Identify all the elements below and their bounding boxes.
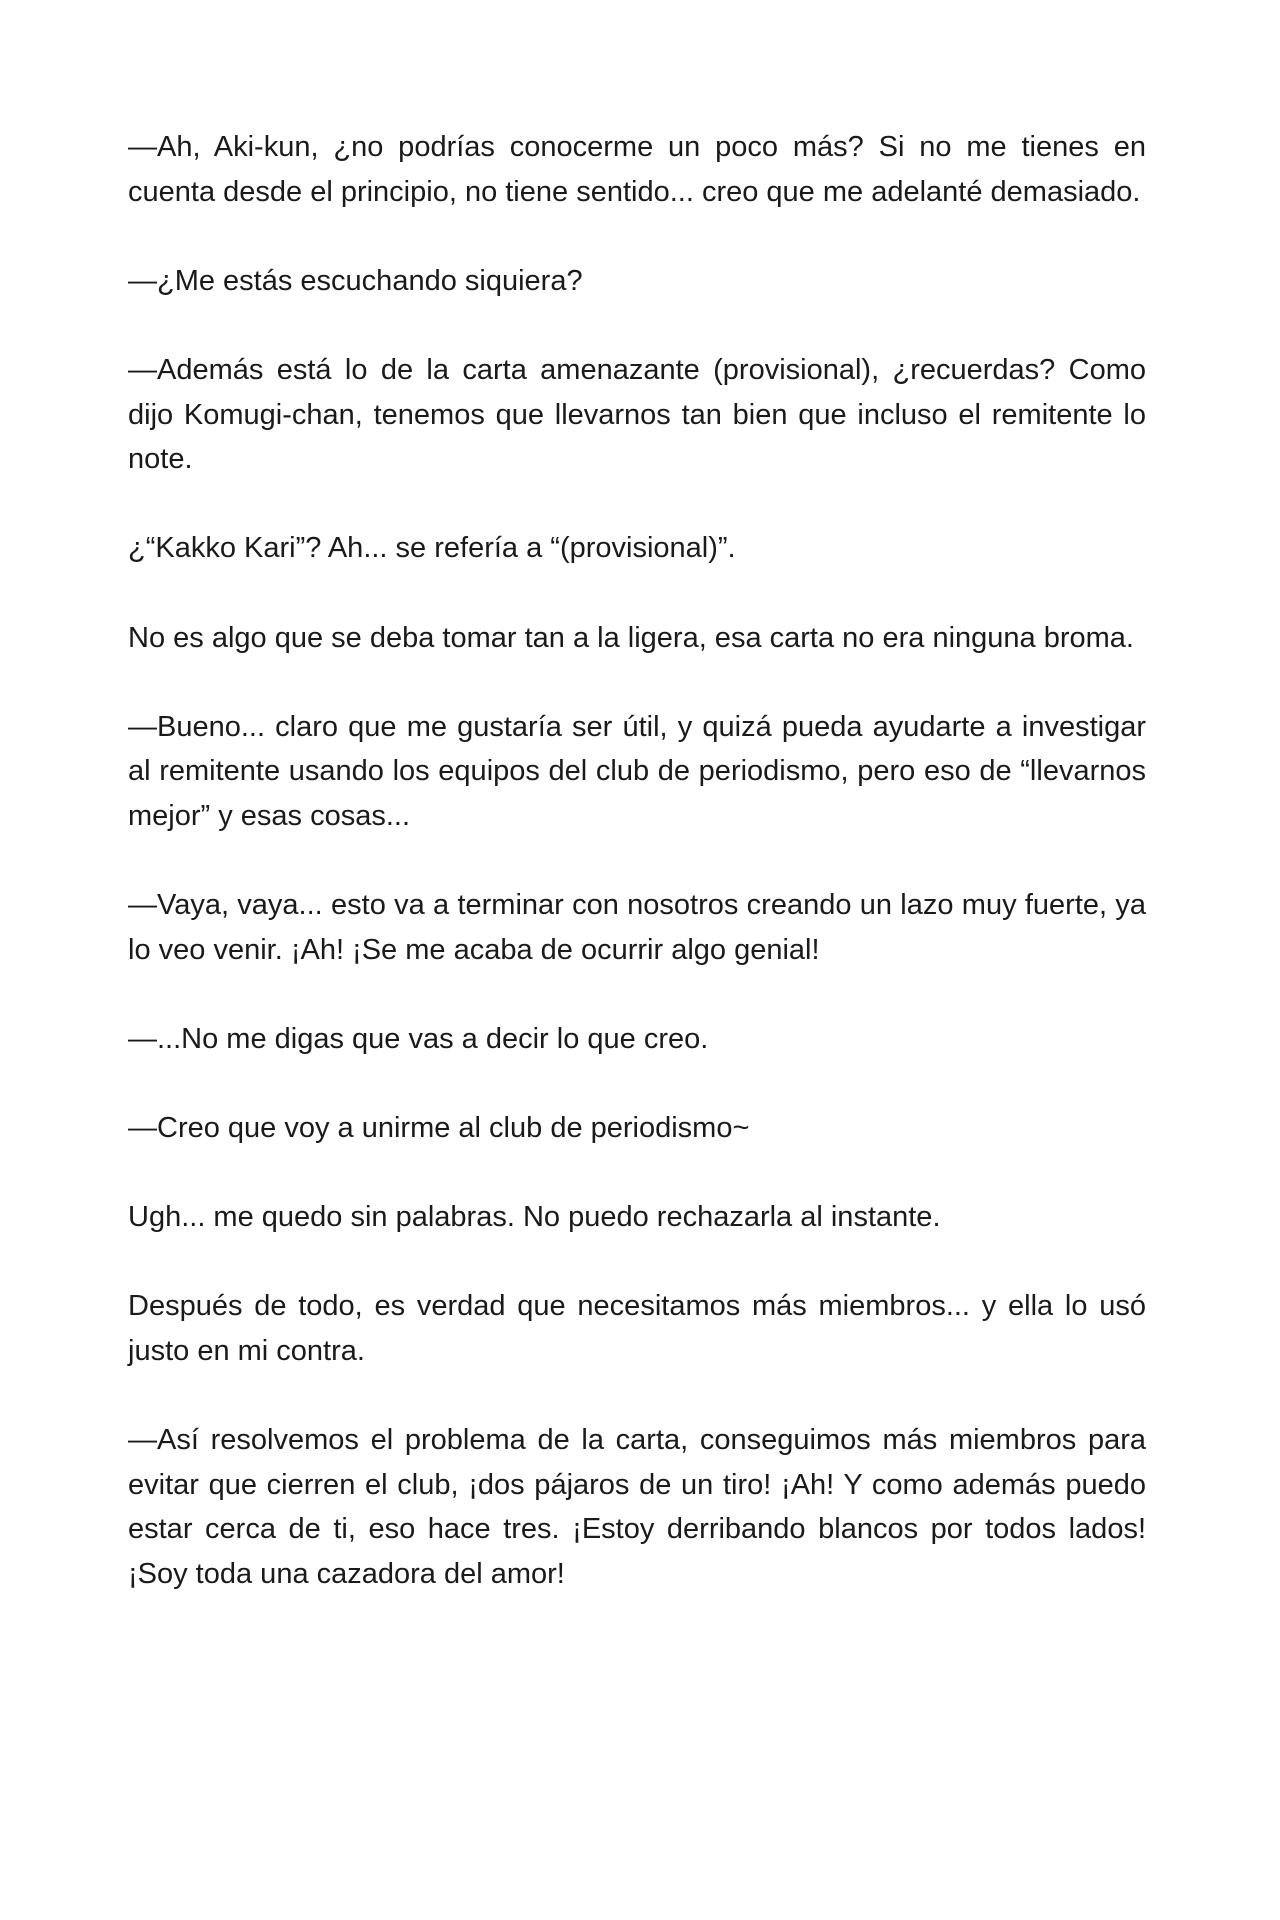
paragraph: No es algo que se deba tomar tan a la ligera, esa carta no era ninguna broma. bbox=[128, 621, 1134, 654]
paragraph: —Además está lo de la carta amenazante (provisional), ¿recuerdas? Como dijo Komugi-chan, tenemos que llevarnos tan bien que incluso el remitente lo note. bbox=[128, 353, 1146, 476]
paragraph: —Vaya, vaya... esto va a terminar con nosotros creando un lazo muy fuerte, ya lo veo venir. ¡Ah! ¡Se me acaba de ocurrir algo genial! bbox=[128, 889, 1146, 966]
paragraph: —Ah, Aki-kun, ¿no podrías conocerme un poco más? Si no me tienes en cuenta desde el principio, no tiene sentido... creo que me adelanté demasiado. bbox=[128, 131, 1146, 208]
paragraph: Después de todo, es verdad que necesitamos más miembros... y ella lo usó justo en mi contra. bbox=[128, 1290, 1146, 1368]
paragraph: —...No me digas que vas a decir lo que creo. bbox=[128, 1022, 709, 1055]
paragraph: —¿Me estás escuchando siquiera? bbox=[128, 264, 583, 297]
paragraph: —Creo que voy a unirme al club de periodismo~ bbox=[128, 1112, 750, 1145]
paragraph: Ugh... me quedo sin palabras. No puedo rechazarla al instante. bbox=[128, 1201, 941, 1234]
paragraph: ¿“Kakko Kari”? Ah... se refería a “(provisional)”. bbox=[128, 532, 736, 565]
document-page bbox=[128, 125, 1146, 1641]
paragraph: —Bueno... claro que me gustaría ser útil, y quizá pueda ayudarte a investigar al remitente usando los equipos del club de periodismo, pero eso de “llevarnos mejor” y esas cosas... bbox=[128, 710, 1146, 832]
paragraph: —Así resolvemos el problema de la carta, conseguimos más miembros para evitar que cierren el club, ¡dos pájaros de un tiro! ¡Ah! Y como además puedo estar cerca de ti, eso hace tres. ¡Estoy derribando blancos por todos lados! ¡Soy toda una cazadora del amor! bbox=[128, 1424, 1146, 1590]
